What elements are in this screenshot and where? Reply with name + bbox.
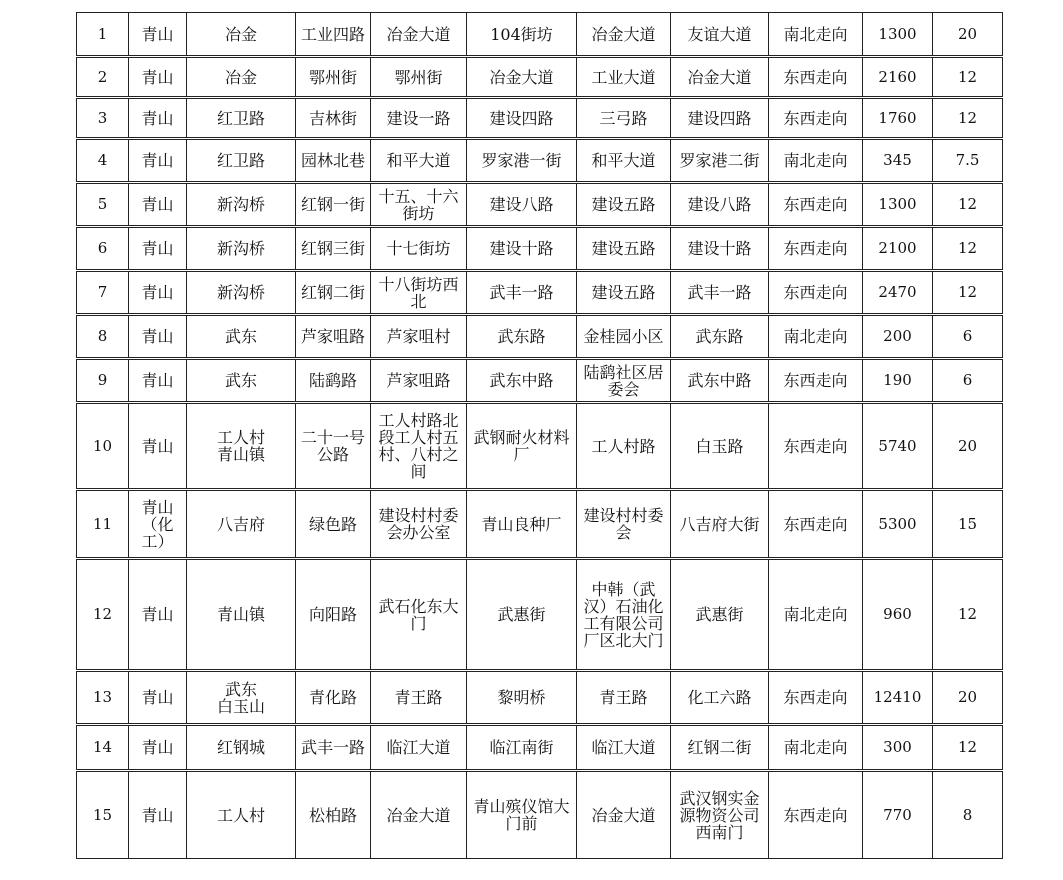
cell-start: 建设一路 [371, 98, 467, 139]
cell-dir: 南北走向 [769, 13, 863, 57]
cell-width: 12 [933, 559, 1003, 671]
cell-length: 345 [863, 139, 933, 183]
cell-road: 吉林街 [296, 98, 371, 139]
cell-to: 红钢二街 [671, 725, 769, 771]
cell-street: 武东 [187, 359, 296, 403]
table-row [77, 671, 1003, 725]
cell-end: 中韩（武汉）石油化工有限公司厂区北大门 [577, 559, 671, 671]
table-row [77, 139, 1003, 183]
cell-mid: 临江南街 [467, 725, 577, 771]
cell-length: 300 [863, 725, 933, 771]
cell-dir: 东西走向 [769, 671, 863, 725]
cell-no: 10 [77, 403, 129, 490]
cell-no: 6 [77, 227, 129, 271]
cell-dir: 南北走向 [769, 725, 863, 771]
cell-road: 红钢三街 [296, 227, 371, 271]
cell-district: 青山 [129, 403, 187, 490]
cell-street: 红卫路 [187, 98, 296, 139]
cell-width: 12 [933, 98, 1003, 139]
cell-start: 芦家咀路 [371, 359, 467, 403]
cell-start: 工人村路北段工人村五村、八村之间 [371, 403, 467, 490]
cell-mid: 建设四路 [467, 98, 577, 139]
cell-street: 工人村 [187, 771, 296, 859]
cell-street: 武东 白玉山 [187, 671, 296, 725]
cell-no: 11 [77, 490, 129, 559]
cell-to: 武汉钢实金源物资公司西南门 [671, 771, 769, 859]
cell-end: 建设五路 [577, 227, 671, 271]
cell-street: 新沟桥 [187, 271, 296, 315]
cell-dir: 南北走向 [769, 139, 863, 183]
road-table [76, 12, 1003, 859]
cell-road: 红钢二街 [296, 271, 371, 315]
cell-end: 冶金大道 [577, 13, 671, 57]
cell-width: 6 [933, 359, 1003, 403]
cell-road: 二十一号公路 [296, 403, 371, 490]
cell-no: 14 [77, 725, 129, 771]
cell-street: 新沟桥 [187, 227, 296, 271]
table-row [77, 725, 1003, 771]
cell-length: 960 [863, 559, 933, 671]
cell-end: 陆鹞社区居委会 [577, 359, 671, 403]
cell-mid: 青山良种厂 [467, 490, 577, 559]
cell-to: 建设八路 [671, 183, 769, 227]
cell-dir: 东西走向 [769, 98, 863, 139]
cell-no: 1 [77, 13, 129, 57]
cell-district: 青山 [129, 671, 187, 725]
cell-no: 4 [77, 139, 129, 183]
cell-no: 3 [77, 98, 129, 139]
cell-to: 罗家港二街 [671, 139, 769, 183]
cell-district: 青山 [129, 559, 187, 671]
cell-width: 7.5 [933, 139, 1003, 183]
cell-street: 青山镇 [187, 559, 296, 671]
cell-street: 工人村 青山镇 [187, 403, 296, 490]
cell-district: 青山 [129, 271, 187, 315]
cell-end: 三弓路 [577, 98, 671, 139]
cell-district: 青山 [129, 725, 187, 771]
cell-to: 友谊大道 [671, 13, 769, 57]
cell-start: 冶金大道 [371, 771, 467, 859]
cell-road: 陆鹞路 [296, 359, 371, 403]
cell-width: 6 [933, 315, 1003, 359]
cell-road: 红钢一街 [296, 183, 371, 227]
cell-length: 190 [863, 359, 933, 403]
cell-to: 八吉府大街 [671, 490, 769, 559]
cell-mid: 罗家港一街 [467, 139, 577, 183]
cell-end: 冶金大道 [577, 771, 671, 859]
cell-start: 青王路 [371, 671, 467, 725]
cell-length: 2100 [863, 227, 933, 271]
cell-district: 青山 [129, 183, 187, 227]
cell-end: 建设村村委会 [577, 490, 671, 559]
cell-mid: 104街坊 [467, 13, 577, 57]
cell-start: 和平大道 [371, 139, 467, 183]
cell-length: 5300 [863, 490, 933, 559]
cell-road: 向阳路 [296, 559, 371, 671]
cell-road: 绿色路 [296, 490, 371, 559]
cell-width: 8 [933, 771, 1003, 859]
cell-no: 9 [77, 359, 129, 403]
cell-dir: 南北走向 [769, 315, 863, 359]
cell-road: 园林北巷 [296, 139, 371, 183]
cell-to: 武东中路 [671, 359, 769, 403]
table-row [77, 13, 1003, 57]
table-row [77, 315, 1003, 359]
cell-end: 青王路 [577, 671, 671, 725]
cell-street: 武东 [187, 315, 296, 359]
cell-width: 12 [933, 227, 1003, 271]
cell-mid: 建设十路 [467, 227, 577, 271]
cell-district: 青山 [129, 227, 187, 271]
cell-dir: 东西走向 [769, 271, 863, 315]
cell-no: 8 [77, 315, 129, 359]
cell-length: 1760 [863, 98, 933, 139]
table-row [77, 183, 1003, 227]
cell-road: 青化路 [296, 671, 371, 725]
table-row [77, 771, 1003, 859]
table-row [77, 227, 1003, 271]
cell-start: 芦家咀村 [371, 315, 467, 359]
cell-district: 青山 [129, 315, 187, 359]
cell-length: 2470 [863, 271, 933, 315]
cell-start: 建设村村委会办公室 [371, 490, 467, 559]
cell-start: 冶金大道 [371, 13, 467, 57]
cell-end: 建设五路 [577, 271, 671, 315]
cell-road: 松柏路 [296, 771, 371, 859]
table-row [77, 57, 1003, 98]
table-row [77, 559, 1003, 671]
table-row [77, 359, 1003, 403]
cell-to: 建设十路 [671, 227, 769, 271]
cell-width: 12 [933, 725, 1003, 771]
cell-mid: 武丰一路 [467, 271, 577, 315]
cell-start: 十七街坊 [371, 227, 467, 271]
cell-district: 青山 [129, 57, 187, 98]
cell-start: 十五、十六街坊 [371, 183, 467, 227]
cell-mid: 武东路 [467, 315, 577, 359]
cell-start: 武石化东大门 [371, 559, 467, 671]
cell-district: 青山 [129, 98, 187, 139]
cell-to: 武丰一路 [671, 271, 769, 315]
cell-district: 青山 [129, 13, 187, 57]
cell-dir: 东西走向 [769, 227, 863, 271]
cell-no: 15 [77, 771, 129, 859]
cell-dir: 东西走向 [769, 403, 863, 490]
cell-road: 鄂州街 [296, 57, 371, 98]
cell-dir: 东西走向 [769, 771, 863, 859]
cell-street: 新沟桥 [187, 183, 296, 227]
table-row [77, 271, 1003, 315]
cell-length: 5740 [863, 403, 933, 490]
cell-to: 武东路 [671, 315, 769, 359]
cell-dir: 东西走向 [769, 490, 863, 559]
cell-mid: 冶金大道 [467, 57, 577, 98]
cell-end: 工业大道 [577, 57, 671, 98]
cell-district: 青山（化工） [129, 490, 187, 559]
cell-length: 2160 [863, 57, 933, 98]
cell-width: 15 [933, 490, 1003, 559]
cell-dir: 东西走向 [769, 183, 863, 227]
cell-road: 芦家咀路 [296, 315, 371, 359]
cell-start: 十八街坊西北 [371, 271, 467, 315]
cell-width: 20 [933, 13, 1003, 57]
cell-mid: 黎明桥 [467, 671, 577, 725]
cell-no: 7 [77, 271, 129, 315]
cell-street: 红卫路 [187, 139, 296, 183]
cell-mid: 青山殡仪馆大门前 [467, 771, 577, 859]
table-row [77, 98, 1003, 139]
cell-start: 临江大道 [371, 725, 467, 771]
cell-road: 工业四路 [296, 13, 371, 57]
table-body [77, 13, 1003, 859]
cell-length: 1300 [863, 183, 933, 227]
cell-no: 12 [77, 559, 129, 671]
cell-district: 青山 [129, 359, 187, 403]
cell-street: 冶金 [187, 57, 296, 98]
cell-to: 冶金大道 [671, 57, 769, 98]
cell-width: 12 [933, 271, 1003, 315]
cell-width: 20 [933, 671, 1003, 725]
cell-mid: 建设八路 [467, 183, 577, 227]
cell-mid: 武东中路 [467, 359, 577, 403]
cell-width: 20 [933, 403, 1003, 490]
cell-to: 白玉路 [671, 403, 769, 490]
cell-to: 建设四路 [671, 98, 769, 139]
cell-dir: 东西走向 [769, 57, 863, 98]
cell-district: 青山 [129, 139, 187, 183]
cell-end: 建设五路 [577, 183, 671, 227]
cell-start: 鄂州街 [371, 57, 467, 98]
cell-end: 金桂园小区 [577, 315, 671, 359]
cell-width: 12 [933, 183, 1003, 227]
cell-road: 武丰一路 [296, 725, 371, 771]
cell-district: 青山 [129, 771, 187, 859]
cell-end: 临江大道 [577, 725, 671, 771]
cell-length: 1300 [863, 13, 933, 57]
cell-length: 12410 [863, 671, 933, 725]
cell-mid: 武钢耐火材料厂 [467, 403, 577, 490]
cell-dir: 南北走向 [769, 559, 863, 671]
cell-length: 200 [863, 315, 933, 359]
table-row [77, 490, 1003, 559]
cell-end: 工人村路 [577, 403, 671, 490]
table-row [77, 403, 1003, 490]
cell-to: 化工六路 [671, 671, 769, 725]
cell-street: 八吉府 [187, 490, 296, 559]
cell-end: 和平大道 [577, 139, 671, 183]
cell-street: 红钢城 [187, 725, 296, 771]
cell-length: 770 [863, 771, 933, 859]
cell-to: 武惠街 [671, 559, 769, 671]
cell-width: 12 [933, 57, 1003, 98]
cell-dir: 东西走向 [769, 359, 863, 403]
cell-no: 5 [77, 183, 129, 227]
cell-mid: 武惠街 [467, 559, 577, 671]
cell-no: 13 [77, 671, 129, 725]
cell-street: 冶金 [187, 13, 296, 57]
cell-no: 2 [77, 57, 129, 98]
